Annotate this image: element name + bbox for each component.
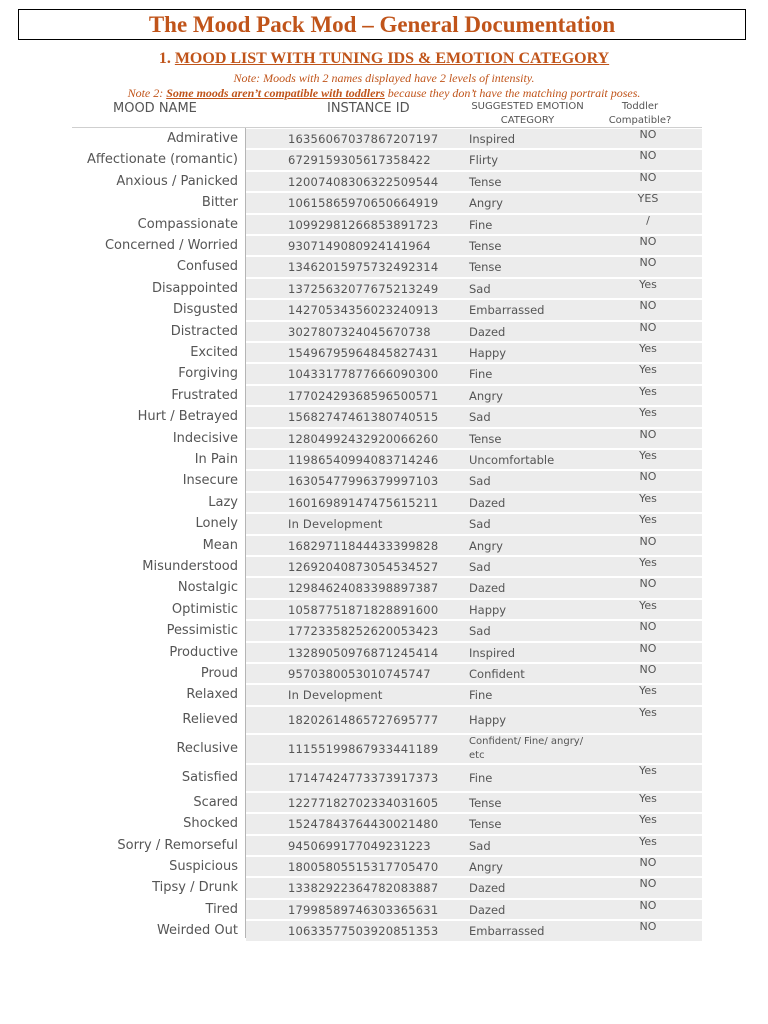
mood-name-cell: Misunderstood (142, 559, 238, 574)
mood-name-cell: Confused (176, 259, 238, 275)
mood-name-cell: Concerned / Worried (104, 238, 238, 253)
table-row (0, 620, 768, 641)
table-row (0, 556, 768, 577)
toddler-compatible-cell: Yes (639, 813, 657, 827)
emotion-category-cell: Flirty (469, 153, 499, 168)
mood-name-cell: Anxious / Panicked (116, 173, 238, 189)
table-row (0, 406, 768, 427)
table-row (0, 385, 768, 406)
toddler-compatible-cell: Yes (639, 384, 657, 398)
table-row (0, 171, 768, 192)
mood-name-cell: Nostalgic (177, 580, 238, 596)
instance-id-cell: 13382922364782083887 (288, 881, 439, 896)
toddler-compatible-cell: Yes (639, 363, 657, 377)
mood-name-cell: Tipsy / Drunk (152, 880, 238, 896)
emotion-category-cell: Confident (469, 667, 525, 681)
table-row (0, 214, 768, 235)
instance-id-cell: 11986540994083714246 (288, 453, 439, 467)
toddler-compatible-cell: NO (639, 427, 657, 441)
toddler-compatible-cell: Yes (639, 684, 657, 698)
toddler-compatible-cell: NO (639, 470, 657, 484)
mood-name-cell: Reclusive (176, 740, 238, 756)
toddler-compatible-cell: Yes (639, 834, 657, 848)
table-row (0, 278, 768, 299)
instance-id-cell: In Development (288, 688, 383, 703)
table-row (0, 599, 768, 620)
emotion-category-cell: Sad (469, 517, 491, 532)
document-title: The Mood Pack Mod – General Documentation (148, 12, 616, 37)
mood-name-cell: Scared (193, 794, 238, 810)
emotion-category-cell: Embarrassed (469, 924, 545, 939)
table-row (0, 513, 768, 534)
emotion-category-cell: Fine (469, 688, 493, 703)
instance-id-cell: 9570380053010745747 (288, 667, 431, 681)
instance-id-cell: 9450699177049231223 (288, 838, 431, 853)
toddler-compatible-cell: Yes (639, 277, 657, 291)
instance-id-cell: 10633577503920851353 (288, 924, 439, 939)
toddler-compatible-cell: NO (639, 256, 657, 270)
instance-id-cell: 15247843764430021480 (288, 817, 439, 832)
instance-id-cell: 9307149080924141964 (288, 239, 431, 253)
mood-name-cell: Tired (205, 901, 238, 917)
instance-id-cell: 6729159305617358422 (288, 153, 431, 168)
toddler-compatible-cell: NO (639, 149, 657, 163)
instance-id-cell: 17998589746303365631 (288, 902, 439, 917)
instance-id-cell: 18005805515317705470 (288, 860, 439, 874)
table-row (0, 764, 768, 792)
instance-id-cell: 10992981266853891723 (288, 217, 439, 232)
emotion-category-cell: Uncomfortable (469, 453, 555, 467)
emotion-category-cell: Tense (469, 817, 502, 832)
note-2-prefix: Note 2: (127, 86, 167, 100)
table-row (0, 684, 768, 705)
table-row (0, 192, 768, 213)
table-row (0, 899, 768, 920)
note-1: Note: Moods with 2 names displayed have 2 levels of intensity. (233, 71, 535, 85)
emotion-category-cell: Angry (469, 196, 503, 211)
table-row (0, 470, 768, 491)
instance-id-cell: 10433177877666090300 (288, 367, 439, 382)
table-row (0, 663, 768, 684)
table-row (0, 321, 768, 342)
toddler-compatible-cell: Yes (639, 342, 657, 355)
instance-id-cell: 18202614865727695777 (288, 712, 439, 727)
toddler-compatible-cell: Yes (639, 598, 657, 612)
table-row (0, 642, 768, 663)
instance-id-cell: 17723358252620053423 (288, 624, 439, 639)
header-emotion-category: SUGGESTED EMOTION CATEGORY (471, 101, 584, 126)
instance-id-cell: 12984624083398897387 (288, 581, 439, 596)
instance-id-cell: 16829711844433399828 (288, 538, 439, 553)
table-row (0, 449, 768, 470)
table-row (0, 835, 768, 856)
mood-name-cell: Disappointed (151, 280, 238, 296)
mood-name-cell: Insecure (182, 473, 238, 489)
table-row (0, 813, 768, 834)
mood-name-cell: In Pain (194, 452, 238, 467)
mood-name-cell: Admirative (167, 131, 238, 146)
instance-id-cell: 11155199867933441189 (288, 741, 439, 756)
emotion-category-cell: Sad (469, 560, 491, 574)
emotion-category-cell: Dazed (469, 495, 506, 510)
emotion-category-cell: Happy (469, 346, 507, 360)
mood-name-cell: Frustrated (171, 387, 238, 403)
mood-name-cell: Indecisive (172, 430, 238, 446)
emotion-category-cell: Angry (469, 388, 503, 403)
toddler-compatible-cell: NO (639, 577, 657, 591)
table-row (0, 256, 768, 277)
mood-name-cell: Suspicious (169, 859, 238, 874)
emotion-category-cell: Sad (469, 410, 491, 425)
mood-name-cell: Satisfied (181, 769, 238, 785)
mood-name-cell: Relieved (182, 711, 238, 727)
instance-id-cell: In Development (288, 517, 383, 532)
emotion-category-cell: Tense (469, 239, 502, 253)
instance-id-cell: 10587751871828891600 (288, 602, 439, 617)
toddler-compatible-cell: Yes (639, 491, 657, 505)
note-2-emphasis: Some moods aren’t compatible with toddlers (166, 86, 385, 100)
table-row (0, 792, 768, 813)
toddler-compatible-cell: NO (639, 920, 657, 934)
toddler-compatible-cell: NO (639, 235, 657, 248)
mood-name-cell: Disgusted (172, 302, 238, 318)
emotion-category-cell: Fine (469, 367, 493, 382)
toddler-compatible-cell: NO (639, 299, 657, 313)
toddler-compatible-cell: NO (639, 128, 657, 141)
toddler-compatible-cell: NO (639, 663, 657, 676)
instance-id-cell: 14270534356023240913 (288, 303, 439, 318)
emotion-category-cell: Tense (469, 795, 502, 810)
toddler-compatible-cell: Yes (639, 791, 657, 805)
emotion-category-cell: Fine (469, 217, 493, 232)
emotion-category-cell: Angry (469, 860, 503, 874)
mood-name-cell: Bitter (201, 195, 238, 211)
instance-id-cell: 3027807324045670738 (288, 324, 431, 339)
note-2-suffix: because they don’t have the matching portrait poses. (384, 86, 641, 100)
mood-name-cell: Excited (190, 345, 238, 360)
emotion-category-cell: Confident/ Fine/ angry/ etc (469, 735, 584, 761)
toddler-compatible-cell: Yes (639, 513, 657, 527)
table-row (0, 706, 768, 734)
toddler-compatible-cell: Yes (639, 763, 657, 777)
table-row (0, 299, 768, 320)
emotion-category-cell: Happy (469, 602, 507, 617)
toddler-compatible-cell: NO (639, 856, 657, 869)
emotion-category-cell: Tense (469, 260, 502, 275)
emotion-category-cell: Dazed (469, 881, 506, 896)
table-row (0, 877, 768, 898)
emotion-category-cell: Sad (469, 624, 491, 639)
table-row (0, 428, 768, 449)
instance-id-cell: 15682747461380740515 (288, 410, 439, 425)
mood-name-cell: Relaxed (186, 687, 238, 703)
header-instance-id: INSTANCE ID (327, 101, 410, 116)
emotion-category-cell: Fine (469, 770, 493, 785)
header-mood-name: MOOD NAME (113, 101, 197, 116)
toddler-compatible-cell: Yes (639, 705, 657, 719)
section-number: 1. (158, 50, 171, 67)
table-row (0, 535, 768, 556)
table-row (0, 149, 768, 170)
toddler-compatible-cell: Yes (639, 449, 657, 462)
mood-name-cell: Lazy (208, 494, 238, 510)
toddler-compatible-cell: YES (637, 192, 659, 206)
emotion-category-cell: Happy (469, 712, 507, 727)
instance-id-cell: 12007408306322509544 (288, 174, 439, 189)
mood-name-cell: Optimistic (171, 601, 238, 617)
table-row (0, 577, 768, 598)
mood-name-cell: Productive (169, 644, 238, 660)
mood-name-cell: Affectionate (romantic) (87, 152, 238, 168)
toddler-compatible-cell: NO (639, 620, 657, 634)
table-row (0, 235, 768, 256)
mood-name-cell: Sorry / Remorseful (117, 837, 238, 853)
table-row (0, 128, 768, 149)
toddler-compatible-cell: NO (639, 877, 657, 891)
emotion-category-cell: Dazed (469, 902, 506, 917)
section-title: MOOD LIST WITH TUNING IDS & EMOTION CATEGORY (174, 50, 610, 67)
mood-name-cell: Distracted (170, 323, 238, 339)
instance-id-cell: 13725632077675213249 (288, 281, 439, 296)
mood-name-cell: Hurt / Betrayed (137, 409, 238, 425)
mood-name-cell: Proud (200, 666, 238, 681)
instance-id-cell: 12277182702334031605 (288, 795, 439, 810)
table-row (0, 492, 768, 513)
mood-name-cell: Compassionate (137, 216, 238, 232)
mood-name-cell: Weirded Out (156, 923, 238, 939)
emotion-category-cell: Inspired (469, 645, 516, 660)
emotion-category-cell: Sad (469, 474, 491, 489)
instance-id-cell: 12692040873054534527 (288, 560, 439, 574)
mood-name-cell: Shocked (183, 816, 238, 832)
toddler-compatible-cell: Yes (639, 406, 657, 420)
mood-name-cell: Forgiving (178, 366, 238, 382)
emotion-category-cell: Embarrassed (469, 303, 545, 318)
instance-id-cell: 16305477996379997103 (288, 474, 439, 489)
header-toddler-compatible: Toddler Compatible? (608, 101, 672, 126)
instance-id-cell: 17702429368596500571 (288, 388, 439, 403)
table-row (0, 734, 768, 764)
toddler-compatible-cell: NO (639, 534, 657, 548)
instance-id-cell: 16356067037867207197 (288, 132, 439, 146)
toddler-compatible-cell: NO (639, 898, 657, 912)
instance-id-cell: 15496795964845827431 (288, 346, 439, 360)
mood-name-cell: Lonely (195, 516, 238, 532)
instance-id-cell: 16016989147475615211 (288, 495, 439, 510)
mood-name-cell: Pessimistic (166, 623, 238, 639)
toddler-compatible-cell: NO (639, 170, 657, 184)
instance-id-cell: 12804992432920066260 (288, 431, 439, 446)
emotion-category-cell: Sad (469, 281, 491, 296)
emotion-category-cell: Dazed (469, 324, 506, 339)
emotion-category-cell: Sad (469, 838, 491, 853)
instance-id-cell: 13289050976871245414 (288, 645, 439, 660)
instance-id-cell: 13462015975732492314 (288, 260, 439, 275)
column-divider (245, 128, 246, 938)
mood-name-cell: Mean (202, 537, 238, 553)
table-row (0, 856, 768, 877)
table-row (0, 920, 768, 941)
emotion-category-cell: Tense (469, 174, 502, 189)
emotion-category-cell: Inspired (469, 132, 516, 146)
toddler-compatible-cell: / (646, 213, 650, 227)
toddler-compatible-cell: NO (639, 320, 657, 334)
toddler-compatible-cell: NO (639, 641, 657, 655)
toddler-compatible-cell: Yes (639, 556, 657, 569)
emotion-category-cell: Dazed (469, 581, 506, 596)
emotion-category-cell: Angry (469, 538, 503, 553)
table-row (0, 342, 768, 363)
instance-id-cell: 17147424773373917373 (288, 770, 439, 785)
table-row (0, 363, 768, 384)
instance-id-cell: 10615865970650664919 (288, 196, 439, 211)
emotion-category-cell: Tense (469, 431, 502, 446)
